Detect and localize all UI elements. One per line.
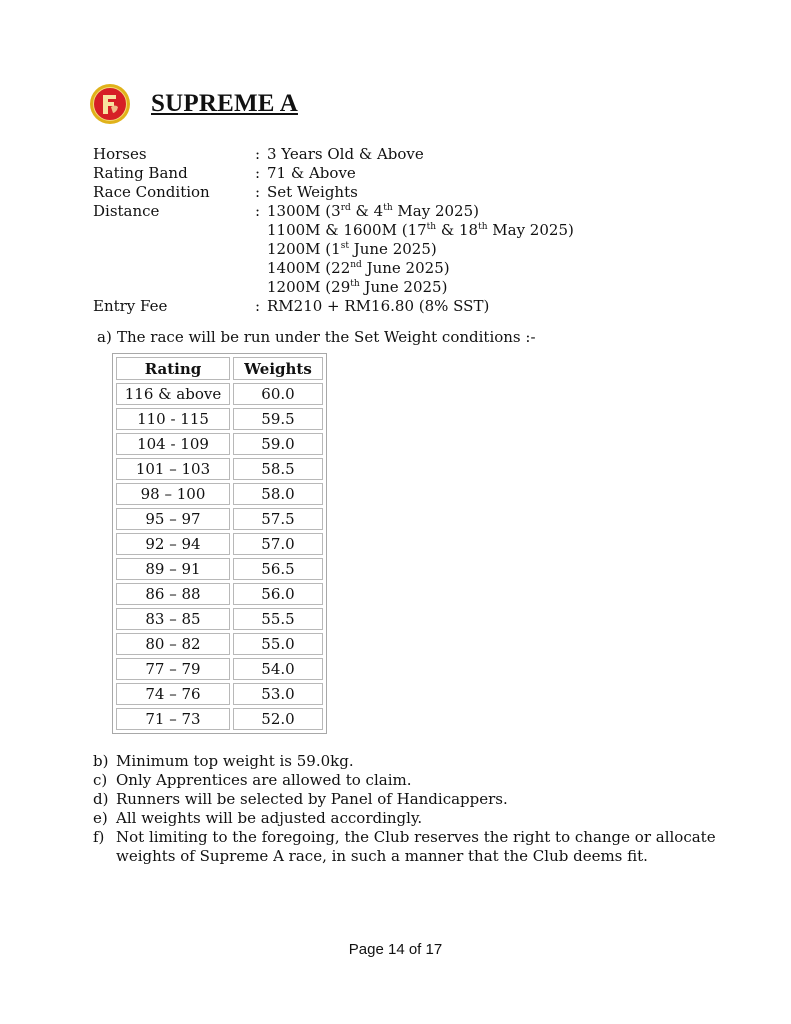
distance-label: Distance xyxy=(93,202,160,220)
table-header-row xyxy=(116,357,323,380)
rating-cell: 86 – 88 xyxy=(116,583,230,605)
table-row xyxy=(116,458,323,480)
table-row xyxy=(116,708,323,730)
table-row xyxy=(116,583,323,605)
table-row xyxy=(116,558,323,580)
page-title: SUPREME A xyxy=(151,90,298,117)
list-item-text: Only Apprentices are allowed to claim. xyxy=(116,771,412,789)
weight-cell: 58.0 xyxy=(233,483,323,505)
weight-cell: 56.0 xyxy=(233,583,323,605)
page-number: Page 14 of 17 xyxy=(348,941,443,958)
weight-cell: 60.0 xyxy=(233,383,323,405)
rating-cell: 116 & above xyxy=(116,383,230,405)
weight-cell: 58.5 xyxy=(233,458,323,480)
colon: : xyxy=(255,183,261,201)
list-marker: e) xyxy=(93,809,108,827)
list-marker: c) xyxy=(93,771,108,789)
list-marker: f) xyxy=(93,828,105,846)
rating-cell: 83 – 85 xyxy=(116,608,230,630)
weight-cell: 55.0 xyxy=(233,633,323,655)
distance-line: 1100M & 1600M (17th & 18th May 2025) xyxy=(267,221,574,239)
list-item-text: Not limiting to the foregoing, the Club reserves the right to change or allocate xyxy=(116,828,716,846)
weight-cell: 53.0 xyxy=(233,683,323,705)
list-marker: d) xyxy=(93,790,109,808)
weight-cell: 57.5 xyxy=(233,508,323,530)
set-weight-intro xyxy=(97,328,536,346)
weight-cell: 57.0 xyxy=(233,533,323,555)
rating-cell: 95 – 97 xyxy=(116,508,230,530)
rating-cell: 92 – 94 xyxy=(116,533,230,555)
weight-cell: 59.0 xyxy=(233,433,323,455)
list-item-text: All weights will be adjusted accordingly. xyxy=(116,809,423,827)
table-row xyxy=(116,483,323,505)
list-item-text: weights of Supreme A race, in such a manner that the Club deems fit. xyxy=(116,847,648,865)
rating-cell: 71 – 73 xyxy=(116,708,230,730)
race-condition-value: Set Weights xyxy=(267,183,358,201)
rating-cell: 74 – 76 xyxy=(116,683,230,705)
colon: : xyxy=(255,145,261,163)
table-row xyxy=(116,383,323,405)
table-row xyxy=(116,408,323,430)
distance-line: 1200M (29th June 2025) xyxy=(267,278,448,296)
list-marker: b) xyxy=(93,752,109,770)
rating-cell: 89 – 91 xyxy=(116,558,230,580)
intro-text: The race will be run under the Set Weight conditions :- xyxy=(117,328,536,346)
weight-cell: 59.5 xyxy=(233,408,323,430)
column-header-weights: Weights xyxy=(233,357,323,380)
club-crest-icon xyxy=(89,83,131,125)
horses-label: Horses xyxy=(93,145,147,163)
rating-cell: 101 – 103 xyxy=(116,458,230,480)
column-header-rating: Rating xyxy=(116,357,230,380)
rating-cell: 80 – 82 xyxy=(116,633,230,655)
weight-cell: 52.0 xyxy=(233,708,323,730)
entry-fee-label: Entry Fee xyxy=(93,297,168,315)
table-row xyxy=(116,633,323,655)
distance-line: 1200M (1st June 2025) xyxy=(267,240,437,258)
distance-line: 1300M (3rd & 4th May 2025) xyxy=(267,202,479,220)
colon: : xyxy=(255,164,261,182)
table-row xyxy=(116,508,323,530)
table-row xyxy=(116,658,323,680)
weight-cell: 56.5 xyxy=(233,558,323,580)
table-row xyxy=(116,683,323,705)
rating-cell: 77 – 79 xyxy=(116,658,230,680)
list-item-text: Minimum top weight is 59.0kg. xyxy=(116,752,354,770)
table-row xyxy=(116,433,323,455)
weights-table xyxy=(112,353,327,734)
colon: : xyxy=(255,202,261,220)
list-item-text: Runners will be selected by Panel of Handicappers. xyxy=(116,790,508,808)
list-marker: a) xyxy=(97,328,112,346)
distance-line: 1400M (22nd June 2025) xyxy=(267,259,450,277)
weight-cell: 55.5 xyxy=(233,608,323,630)
rating-cell: 98 – 100 xyxy=(116,483,230,505)
entry-fee-value: RM210 + RM16.80 (8% SST) xyxy=(267,297,490,315)
table-row xyxy=(116,608,323,630)
table-row xyxy=(116,533,323,555)
horses-value: 3 Years Old & Above xyxy=(267,145,424,163)
colon: : xyxy=(255,297,261,315)
rating-cell: 110 - 115 xyxy=(116,408,230,430)
weight-cell: 54.0 xyxy=(233,658,323,680)
rating-cell: 104 - 109 xyxy=(116,433,230,455)
rating-band-label: Rating Band xyxy=(93,164,188,182)
race-condition-label: Race Condition xyxy=(93,183,210,201)
rating-band-value: 71 & Above xyxy=(267,164,356,182)
